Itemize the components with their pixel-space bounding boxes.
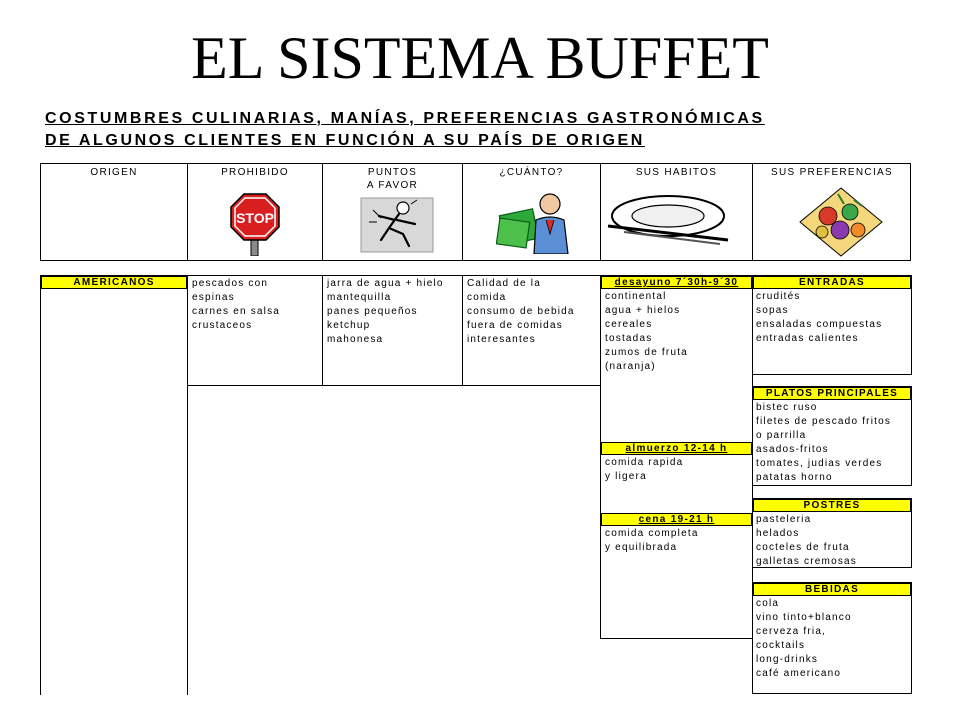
list-item: tostadas — [605, 333, 653, 344]
header-prohibido: PROHIBIDO — [221, 167, 289, 178]
postres-title: POSTRES — [753, 499, 911, 512]
header-puntos-line2: A FAVOR — [366, 180, 419, 191]
header-puntos-line1: PUNTOS — [367, 167, 418, 178]
list-item: cerveza fria, — [756, 626, 827, 637]
list-item: long-drinks — [756, 654, 819, 665]
bebidas-title: BEBIDAS — [753, 583, 911, 596]
list-item: fuera de comidas — [467, 320, 563, 331]
list-item: cocktails — [756, 640, 806, 651]
list-item: espinas — [192, 292, 235, 303]
postres-list — [756, 513, 857, 569]
list-item: cola — [756, 598, 780, 609]
bebidas-list — [756, 597, 852, 681]
list-item: y equilibrada — [605, 542, 678, 553]
money-man-icon — [496, 190, 574, 254]
header-origen: ORIGEN — [90, 167, 138, 178]
fruit-basket-icon — [798, 186, 884, 258]
stop-sign-text: STOP — [236, 210, 274, 226]
list-item: cocteles de fruta — [756, 542, 850, 553]
list-item: bistec ruso — [756, 402, 818, 413]
list-item: mahonesa — [327, 334, 384, 345]
list-item: helados — [756, 528, 800, 539]
subtitle-line-2: DE ALGUNOS CLIENTES EN FUNCIÓN A SU PAÍS DE ORIGEN — [45, 132, 645, 149]
list-item: crustaceos — [192, 320, 253, 331]
list-item: sopas — [756, 305, 789, 316]
list-item: panes pequeños — [327, 306, 418, 317]
list-item: (naranja) — [605, 361, 656, 372]
list-item: Calidad de la — [467, 278, 541, 289]
list-item: pescados con — [192, 278, 269, 289]
list-item: consumo de bebida — [467, 306, 575, 317]
list-item: asados-fritos — [756, 444, 829, 455]
list-item: y ligera — [605, 471, 647, 482]
almuerzo-list — [605, 456, 683, 484]
list-item: comida rapida — [605, 457, 684, 468]
list-item: carnes en salsa — [192, 306, 281, 317]
subtitle-line-1: COSTUMBRES CULINARIAS, MANÍAS, PREFERENCIAS GASTRONÓMICAS — [45, 110, 765, 127]
cuanto-list — [467, 277, 575, 347]
list-item: entradas calientes — [756, 333, 859, 344]
list-item: o parrilla — [756, 430, 807, 441]
list-item: filetes de pescado fritos — [756, 416, 892, 427]
list-item: comida completa — [605, 528, 699, 539]
plate-utensils-icon — [604, 192, 732, 246]
list-item: mantequilla — [327, 292, 392, 303]
list-item: comida — [467, 292, 507, 303]
header-habitos: SUS HABITOS — [635, 167, 718, 178]
platos-list — [756, 401, 891, 485]
list-item: ketchup — [327, 320, 371, 331]
cena-title: cena 19-21 h — [601, 513, 752, 526]
puntos-list — [327, 277, 444, 347]
list-item: continental — [605, 291, 667, 302]
cena-list — [605, 527, 699, 555]
list-item: jarra de agua + hielo — [327, 278, 444, 289]
list-item: café americano — [756, 668, 842, 679]
list-item: pasteleria — [756, 514, 812, 525]
page-title: EL SISTEMA BUFFET — [191, 25, 769, 91]
stop-sign-icon — [229, 192, 281, 256]
origen-americanos: AMERICANOS — [41, 276, 187, 289]
header-preferencias: SUS PREFERENCIAS — [771, 167, 893, 178]
almuerzo-title: almuerzo 12-14 h — [601, 442, 752, 455]
list-item: cereales — [605, 319, 653, 330]
list-item: patatas horno — [756, 472, 833, 483]
list-item: crudités — [756, 291, 801, 302]
running-man-icon — [359, 196, 435, 254]
entradas-list — [756, 290, 882, 346]
platos-title: PLATOS PRINCIPALES — [753, 387, 911, 400]
list-item: ensaladas compuestas — [756, 319, 883, 330]
prohibido-list — [192, 277, 280, 333]
entradas-title: ENTRADAS — [753, 276, 911, 289]
list-item: vino tinto+blanco — [756, 612, 852, 623]
list-item: zumos de fruta — [605, 347, 688, 358]
list-item: tomates, judias verdes — [756, 458, 883, 469]
list-item: agua + hielos — [605, 305, 681, 316]
desayuno-title: desayuno 7´30h-9´30 — [601, 276, 752, 289]
header-cuanto: ¿CUÁNTO? — [499, 167, 564, 178]
list-item: galletas cremosas — [756, 556, 857, 567]
desayuno-list — [605, 290, 688, 374]
list-item: interesantes — [467, 334, 536, 345]
